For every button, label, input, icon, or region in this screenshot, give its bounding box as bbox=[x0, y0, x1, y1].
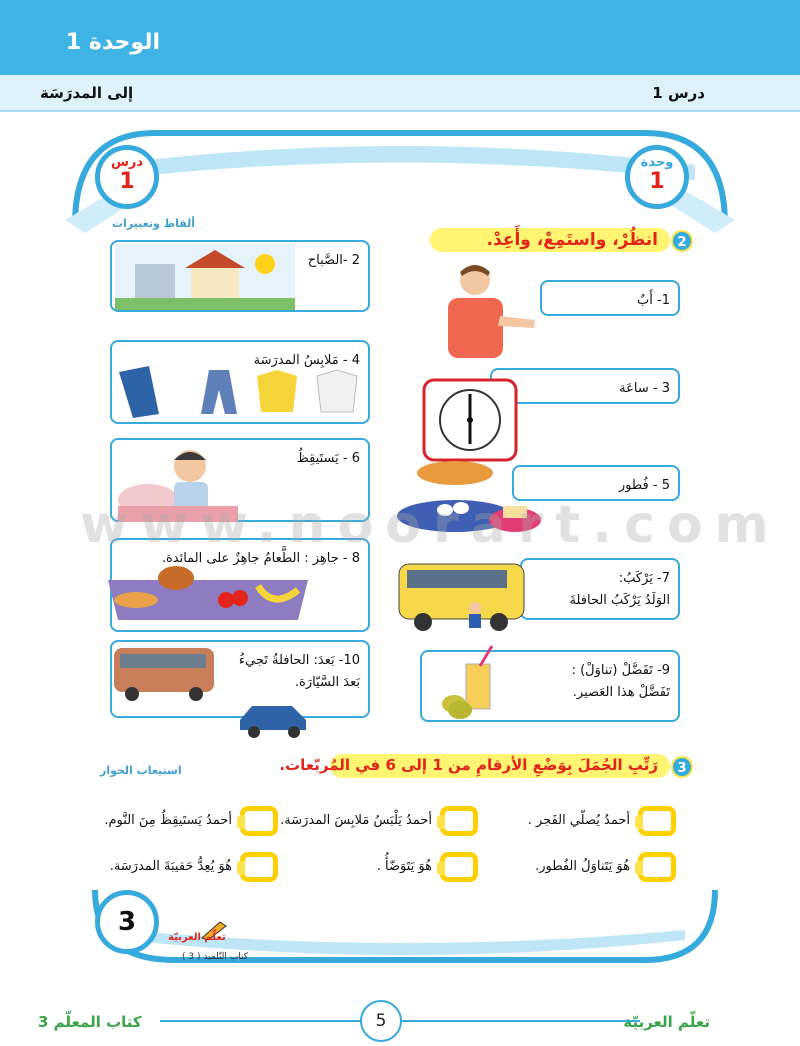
vocab-text-9 bbox=[572, 660, 670, 704]
vocab-section-label: ألفاظ وتعبيرات bbox=[112, 217, 196, 230]
unit-badge-word: وحدة bbox=[640, 155, 674, 170]
sentence-1: أحمدُ يُصلّي الفَجر . bbox=[527, 813, 630, 828]
juice-image bbox=[438, 644, 508, 722]
page-number: 5 bbox=[360, 1000, 402, 1042]
answer-box-5[interactable] bbox=[440, 852, 478, 882]
student-book-title: تعلّم العربيّة bbox=[168, 932, 226, 943]
food-table-image bbox=[108, 560, 308, 632]
vocab-text-3: 3 - ساعَة bbox=[619, 381, 670, 396]
footer-book-title: تعلّم العربيّة bbox=[623, 1013, 710, 1031]
answer-box-1[interactable] bbox=[638, 806, 676, 836]
vocab-card-1 bbox=[540, 280, 680, 316]
vocab-text-10-line2: بَعدَ السَّيّارَة. bbox=[294, 675, 360, 690]
watermark: www.noorart.com bbox=[80, 495, 781, 555]
vocab-text-2: 2 -الصَّباح bbox=[307, 253, 360, 268]
vocab-text-7-line1: 7- يَرْكَبُ: bbox=[618, 571, 670, 586]
student-book-page-badge: 3 bbox=[95, 890, 159, 954]
dialogue-section-label: استيعاب الحوار bbox=[100, 764, 182, 777]
clothes-image bbox=[113, 362, 363, 420]
answer-box-4[interactable] bbox=[638, 852, 676, 882]
vocab-text-8: 8 - جاهِز : الطَّعامُ جاهِزٌ على المائدة. bbox=[161, 551, 360, 566]
student-book-footer-arc bbox=[85, 880, 725, 970]
vocab-text-10-line1: 10- بَعدَ: الحافلةُ تَجيءُ bbox=[238, 653, 360, 668]
vocab-text-7 bbox=[570, 568, 671, 612]
vocab-text-6: 6 - يَستَيقِظُ bbox=[296, 451, 360, 466]
sentence-5: هُوَ يَتَوَضّأُ . bbox=[376, 859, 432, 874]
vocab-text-9-line1: 9- تَفَضَّلْ (تناوَلْ) : bbox=[571, 663, 670, 678]
lesson-badge-word: درس bbox=[110, 155, 144, 170]
lesson-title: إلى المدرَسَة bbox=[40, 84, 134, 102]
father-image bbox=[430, 258, 550, 358]
bus-image bbox=[395, 556, 530, 636]
unit-badge-number: 1 bbox=[649, 169, 665, 194]
vocab-card-3 bbox=[490, 368, 680, 404]
student-book-subtitle: كتاب التّلميذ ( 3 ) bbox=[182, 952, 248, 962]
vocab-text-4: 4 - مَلابِسُ المدرَسَة bbox=[253, 353, 360, 368]
bus-and-car-image bbox=[108, 640, 338, 740]
sentence-6: هُوَ يُعِدُّ حَقيبَةَ المدرَسَة. bbox=[109, 859, 232, 874]
vocab-text-1: 1- أَبٌ bbox=[637, 293, 670, 308]
exercise-2-number: 2 bbox=[671, 230, 693, 252]
exercise-2-title: انظُرْ، واستَمِعْ، وأَعِدْ. bbox=[486, 230, 658, 250]
answer-box-2[interactable] bbox=[440, 806, 478, 836]
footer-teacher-book: كتاب المعلّم 3 bbox=[38, 1013, 142, 1031]
vocab-text-5: 5 - فُطور bbox=[618, 478, 670, 493]
sentence-3: أحمدُ يَستَيقِظُ مِنَ النَّوم. bbox=[104, 813, 232, 828]
answer-box-6[interactable] bbox=[240, 852, 278, 882]
lesson-badge bbox=[95, 145, 159, 209]
sentence-4: هُوَ يَتَناوَلُ الفُطور. bbox=[535, 859, 630, 874]
exercise-3-number: 3 bbox=[671, 756, 693, 778]
lesson-label: درس 1 bbox=[652, 84, 705, 102]
unit-title: الوحدة 1 bbox=[65, 30, 160, 55]
unit-badge bbox=[625, 145, 689, 209]
exercise-3-title: رَتِّبِ الجُمَلَ بِوَضْعِ الأرقامِ من 1 إلى 6 في المُربّعات. bbox=[279, 756, 658, 774]
vocab-text-9-line2: تَفَضَّلْ هذا العَصير. bbox=[572, 685, 670, 700]
answer-box-3[interactable] bbox=[240, 806, 278, 836]
vocab-text-7-line2: الوَلَدُ يَرْكَبُ الحافلةَ bbox=[569, 593, 670, 608]
lesson-badge-number: 1 bbox=[119, 169, 135, 194]
vocab-card-7 bbox=[520, 558, 680, 620]
sentence-2: أحمدُ يَلْبَسُ مَلابِسَ المدرَسَة. bbox=[280, 813, 432, 828]
clock-image bbox=[422, 378, 518, 462]
morning-image bbox=[115, 244, 295, 310]
